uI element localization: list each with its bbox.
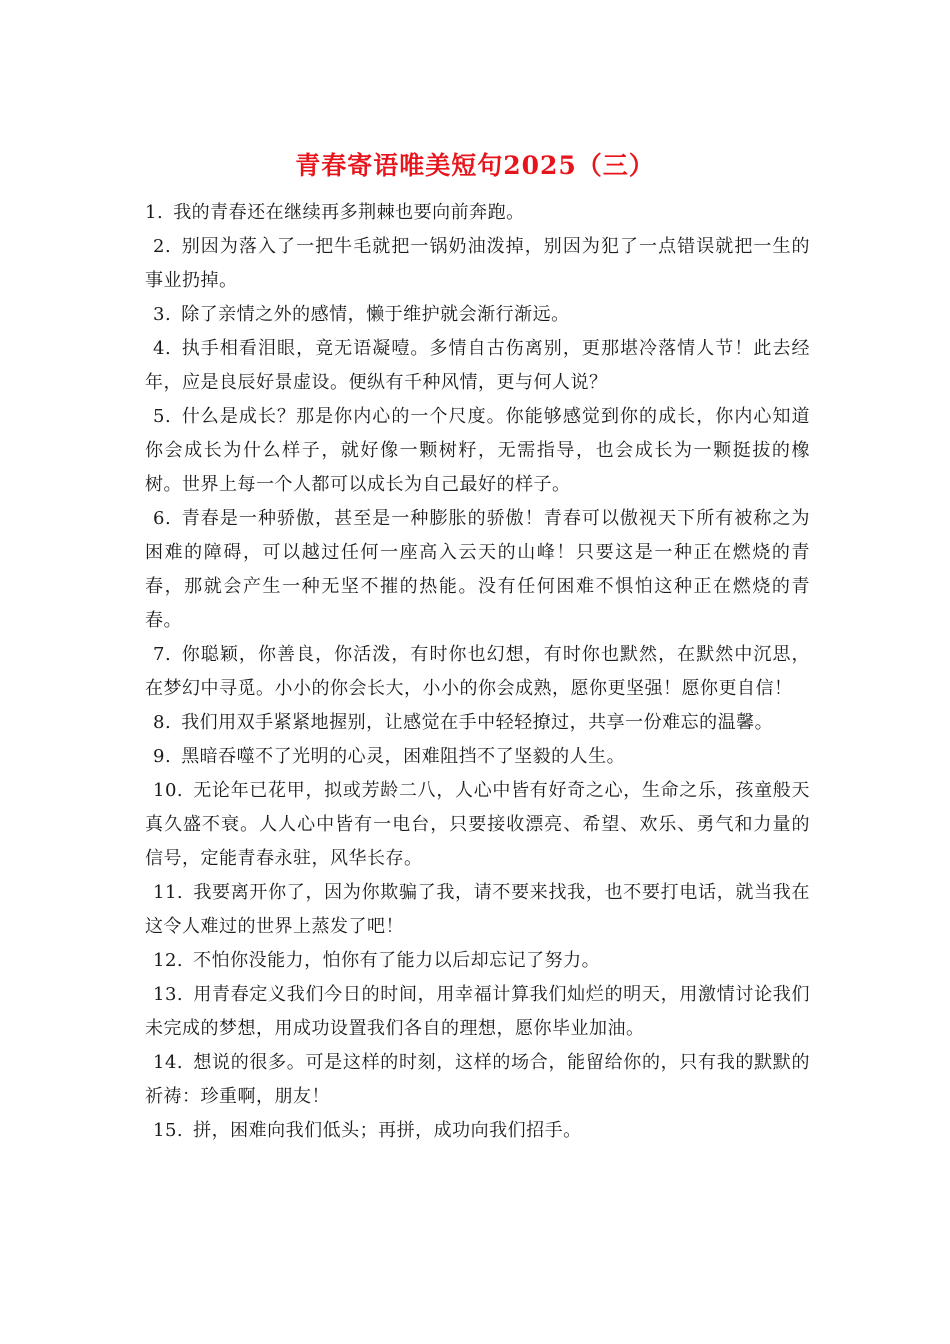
item-text: 别因为落入了一把牛毛就把一锅奶油泼掉，别因为犯了一点错误就把一生的事业扔掉。 — [145, 236, 810, 291]
item-number: 1. — [145, 202, 164, 223]
list-item — [145, 876, 810, 944]
item-number: 11. — [153, 882, 184, 903]
item-text: 你聪颖，你善良，你活泼，有时你也幻想，有时你也默然，在默然中沉思，在梦幻中寻觅。小小的你会长大，小小的你会成熟，愿你更坚强！愿你更自信！ — [145, 644, 810, 699]
item-text: 想说的很多。可是这样的时刻，这样的场合，能留给你的，只有我的默默的祈祷：珍重啊，朋友！ — [145, 1052, 810, 1107]
item-number: 5. — [153, 406, 172, 427]
list-item — [145, 1114, 810, 1148]
item-number: 7. — [153, 644, 172, 665]
page-title: 青春寄语唯美短句2025（三） — [295, 151, 655, 180]
item-text: 什么是成长？那是你内心的一个尺度。你能够感觉到你的成长，你内心知道你会成长为什么样子，就好像一颗树籽，无需指导，也会成长为一颗挺拔的橡树。世界上每一个人都可以成长为自己最好的样子。 — [145, 406, 810, 495]
item-number: 2. — [153, 236, 172, 257]
item-number: 15. — [153, 1120, 184, 1141]
item-text: 除了亲情之外的感情，懒于维护就会渐行渐远。 — [181, 304, 570, 325]
item-number: 10. — [153, 780, 184, 801]
item-number: 3. — [153, 304, 172, 325]
item-number: 8. — [153, 712, 172, 733]
list-item — [145, 400, 810, 502]
item-text: 拼，困难向我们低头；再拼，成功向我们招手。 — [193, 1120, 582, 1141]
list-item — [145, 978, 810, 1046]
item-text: 我要离开你了，因为你欺骗了我，请不要来找我，也不要打电话，就当我在这令人难过的世界上蒸发了吧！ — [145, 882, 810, 937]
item-text: 无论年已花甲，拟或芳龄二八，人心中皆有好奇之心，生命之乐，孩童般天真久盛不衰。人人心中皆有一电台，只要接收漂亮、希望、欢乐、勇气和力量的信号，定能青春永驻，风华长存。 — [145, 780, 810, 869]
item-number: 13. — [153, 984, 184, 1005]
item-text: 我的青春还在继续再多荆棘也要向前奔跑。 — [173, 202, 525, 223]
item-text: 青春是一种骄傲，甚至是一种膨胀的骄傲！青春可以傲视天下所有被称之为困难的障碍，可以越过任何一座高入云天的山峰！只要这是一种正在燃烧的青春，那就会产生一种无坚不摧的热能。没有任何困难不惧怕这种正在燃烧的青春。 — [145, 508, 810, 631]
item-number: 9. — [153, 746, 172, 767]
list-item — [145, 638, 810, 706]
item-number: 6. — [153, 508, 172, 529]
item-text: 执手相看泪眼，竟无语凝噎。多情自古伤离别，更那堪冷落情人节！此去经年，应是良辰好景虚设。便纵有千种风情，更与何人说？ — [145, 338, 810, 393]
list-item — [145, 332, 810, 400]
list-item — [145, 1046, 810, 1114]
list-item — [145, 706, 810, 740]
list-item — [145, 944, 810, 978]
item-number: 12. — [153, 950, 184, 971]
item-text: 不怕你没能力，怕你有了能力以后却忘记了努力。 — [193, 950, 601, 971]
list-item — [145, 740, 810, 774]
item-number: 14. — [153, 1052, 184, 1073]
item-text: 黑暗吞噬不了光明的心灵，困难阻挡不了坚毅的人生。 — [181, 746, 626, 767]
list-item — [145, 774, 810, 876]
item-number: 4. — [153, 338, 172, 359]
list-item — [145, 298, 810, 332]
list-item — [145, 196, 810, 230]
item-list — [145, 196, 810, 1148]
list-item — [145, 502, 810, 638]
item-text: 用青春定义我们今日的时间，用幸福计算我们灿烂的明天，用激情讨论我们未完成的梦想，用成功设置我们各自的理想，愿你毕业加油。 — [145, 984, 810, 1039]
list-item — [145, 230, 810, 298]
item-text: 我们用双手紧紧地握别，让感觉在手中轻轻撩过，共享一份难忘的温馨。 — [181, 712, 774, 733]
